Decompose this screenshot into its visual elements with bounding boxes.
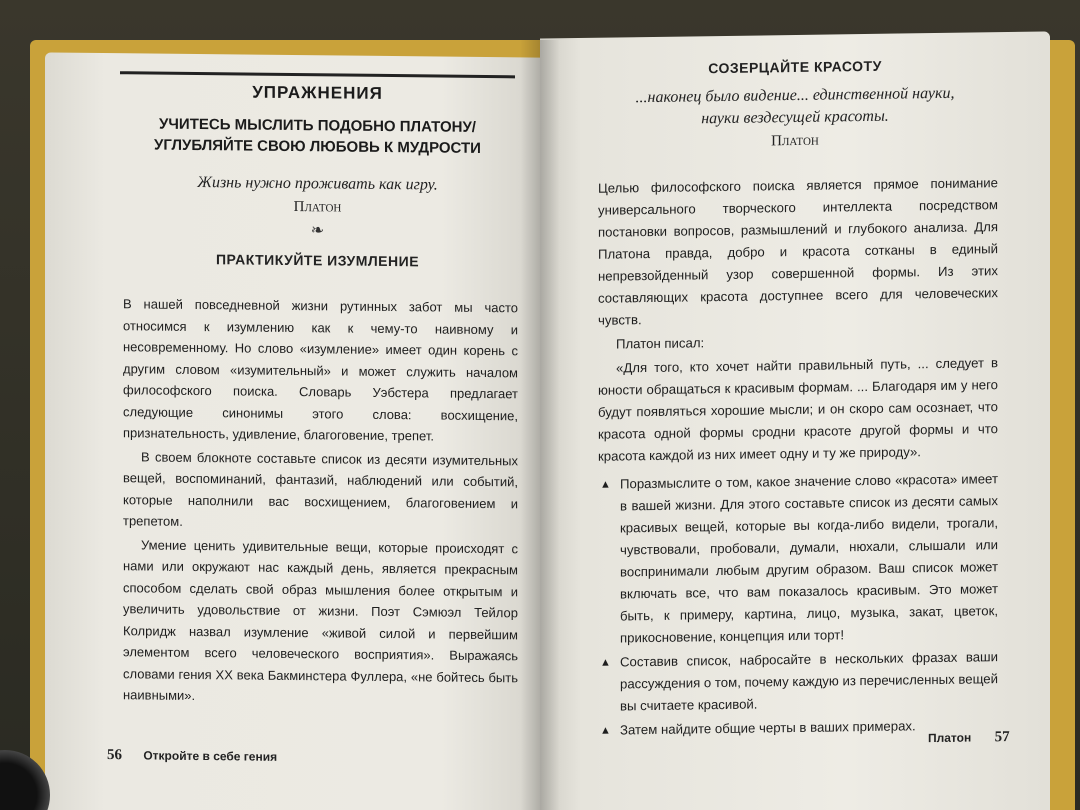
right-heading-block bbox=[595, 56, 995, 153]
right-epigraph bbox=[595, 82, 995, 132]
bullet-text: Составив список, набросайте в нескольких фразах ваши рассуждения о том, почему каждую из перечисленных вещей вы считаете красивой. bbox=[620, 649, 998, 714]
subheading-line-2: УГЛУБЛЯЙТЕ СВОЮ ЛЮБОВЬ К МУДРОСТИ bbox=[154, 136, 481, 157]
practice-wonder-title: ПРАКТИКУЙТЕ ИЗУМЛЕНИЕ bbox=[215, 251, 420, 270]
left-paragraph-3: Умение ценить удивительные вещи, которые происходят с нами или окружают нас каждый день, является прекрасным способом сделать свой образ мышления более открытым и увеличить удовольствие от жизни. Поэт Сэмюэл Тейлор Колридж назвал изумление «живой силой и первейшим элементом всего человеческого восприятия». Выражаясь словами гения XX века Бакминстера Фуллера, «не бойтесь быть наивными». bbox=[123, 536, 518, 703]
triangle-bullet-icon: ▲ bbox=[600, 478, 611, 491]
exercise-bullets bbox=[598, 468, 998, 742]
right-paragraph-2: Платон писал: bbox=[616, 335, 705, 352]
left-page bbox=[45, 52, 540, 810]
left-epigraph-author: Платон bbox=[293, 199, 342, 216]
left-page-number: 56 bbox=[107, 747, 122, 764]
contemplate-beauty-title: СОЗЕРЦАЙТЕ КРАСОТУ bbox=[708, 57, 882, 77]
right-footer bbox=[928, 729, 1010, 747]
right-epigraph-line-1: ...наконец было видение... единственной науки, bbox=[635, 84, 955, 107]
left-heading-block bbox=[120, 81, 515, 270]
right-epigraph-author: Платон bbox=[771, 132, 819, 150]
left-paragraph-1: В нашей повседневной жизни рутинных забот мы часто относимся к изумлению как к чему-то наивному и несовременному. Но слово «изумление» имеет один корень с другим словом «изумительный» и может служить началом философского поиска. Словарь Уэбстера предлагает следующие синонимы этого слова: восхищение, признательность, удивление, благоговение, трепет. bbox=[123, 296, 518, 444]
right-paragraph-1: Целью философского поиска является прямое понимание универсального творческого интеллекта посредством постановки вопросов, размышлений и глубокого анализа. Для Платона правда, добро и красота сотканы в единый непревзойденный узор совершенной формы. Из этих составляющих красота доступнее всего для человеческих чувств. bbox=[598, 175, 998, 328]
triangle-bullet-icon: ▲ bbox=[600, 724, 611, 737]
triangle-bullet-icon: ▲ bbox=[600, 656, 611, 669]
right-running-title: Платон bbox=[928, 730, 972, 746]
left-body-text bbox=[123, 293, 518, 712]
exercise-subheading bbox=[120, 113, 515, 159]
list-item bbox=[598, 646, 998, 718]
top-rule bbox=[120, 71, 515, 78]
left-running-title: Откройте в себе гения bbox=[143, 748, 278, 764]
right-body-text bbox=[598, 172, 998, 744]
list-item bbox=[598, 468, 998, 650]
right-epigraph-line-2: науки вездесущей красоты. bbox=[701, 107, 889, 128]
right-page bbox=[540, 31, 1050, 810]
subheading-line-1: УЧИТЕСЬ МЫСЛИТЬ ПОДОБНО ПЛАТОНУ/ bbox=[159, 115, 476, 136]
exercises-heading: УПРАЖНЕНИЯ bbox=[252, 82, 383, 103]
left-epigraph: Жизнь нужно проживать как игру. bbox=[197, 174, 438, 194]
left-footer bbox=[107, 747, 277, 766]
bullet-text: Затем найдите общие черты в ваших примерах. bbox=[620, 718, 916, 738]
ornament-icon: ❧ bbox=[310, 222, 325, 240]
left-paragraph-2: В своем блокноте составьте список из десяти изумительных вещей, воспоминаний, фантазий, наблюдений или событий, которые наполнили вас восхищением, благоговением и трепетом. bbox=[123, 448, 518, 529]
plato-quote: «Для того, кто хочет найти правильный путь, ... следует в юности обращаться к красивым формам. ... Благодаря им у него будут появляться хорошие мысли; и он скоро сам осознает, что красота одной формы сродни красоте другой формы и что красота каждой из них имеет одну и ту же природу». bbox=[598, 355, 998, 464]
right-page-number: 57 bbox=[994, 729, 1010, 746]
bullet-text: Поразмыслите о том, какое значение слово «красота» имеет в вашей жизни. Для этого составьте список из десяти самых красивых вещей, которые вы когда-либо видели, трогали, чувствовали, пробовали, думали, нюхали, слышали или воспринимали любым другим образом. Ваш список может включать все, что вам показалось красивым. Это может быть, к примеру, картина, лицо, музыка, закат, цветок, прикосновение, концепция или торт! bbox=[620, 471, 998, 646]
